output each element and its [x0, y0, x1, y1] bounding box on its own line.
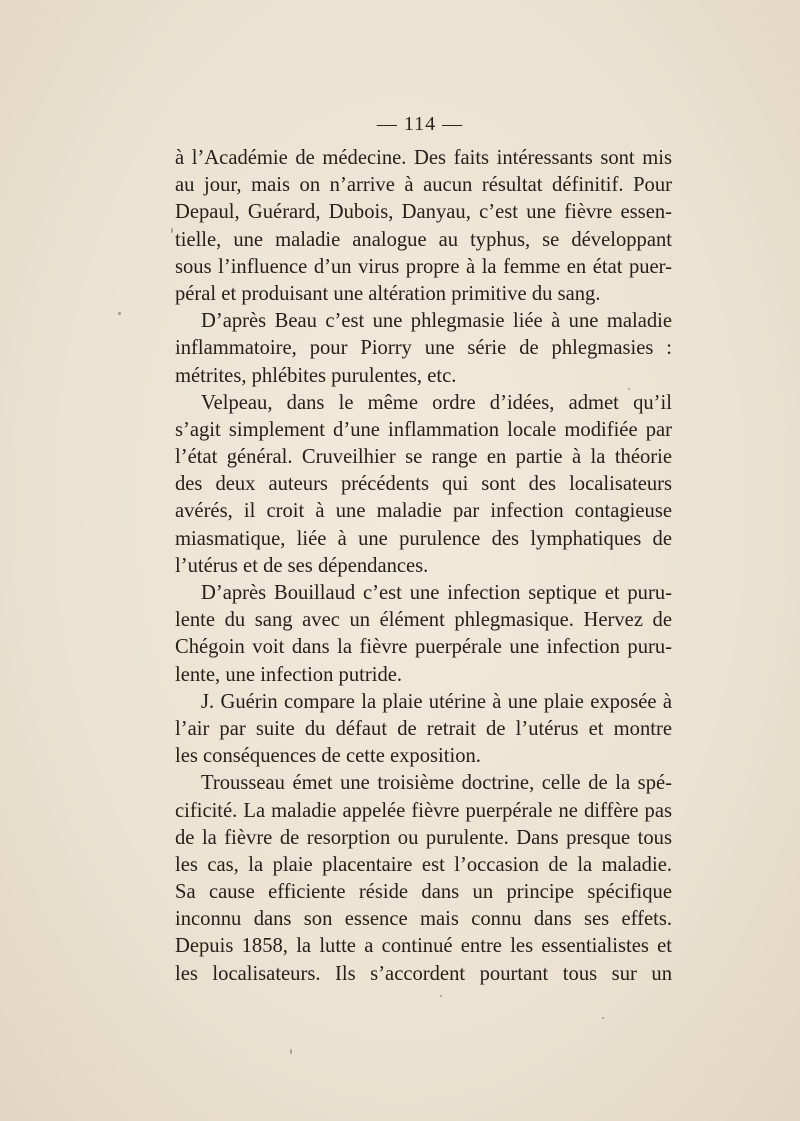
text-line: de la fièvre de resorption ou purulente. Dans presque tous — [175, 826, 672, 849]
text-line: les cas, la plaie placentaire est l’occasion de la maladie. — [175, 853, 672, 876]
text-line: miasmatique, liée à une purulence des lymphatiques de — [175, 527, 672, 550]
text-line: Depaul, Guérard, Dubois, Danyau, c’est une fièvre essen- — [175, 201, 672, 224]
text-line: les conséquences de cette exposition. — [175, 745, 481, 768]
text-line: Sa cause efficiente réside dans un principe spécifique — [175, 881, 672, 904]
text-line: au jour, mais on n’arrive à aucun résultat définitif. Pour — [175, 174, 672, 197]
text-line: des deux auteurs précédents qui sont des localisateurs — [175, 473, 672, 496]
text-line: péral et produisant une altération primitive du sang. — [175, 282, 601, 305]
text-line: inconnu dans son essence mais connu dans ses effets. — [175, 908, 672, 931]
paper-speck — [440, 995, 442, 997]
text-line: J. Guérin compare la plaie utérine à une plaie exposée à — [201, 690, 672, 713]
paper-speck — [290, 1049, 292, 1054]
text-line: sous l’influence d’un virus propre à la femme en état puer- — [175, 255, 672, 278]
text-line: Chégoin voit dans la fièvre puerpérale une infection puru- — [175, 636, 672, 659]
text-line: l’utérus et de ses dépendances. — [175, 554, 429, 577]
text-line: métrites, phlébites purulentes, etc. — [175, 364, 457, 387]
text-line: les localisateurs. Ils s’accordent pourtant tous sur un — [175, 962, 672, 985]
text-line: Trousseau émet une troisième doctrine, celle de la spé- — [201, 772, 672, 795]
text-line: avérés, il croit à une maladie par infection contagieuse — [175, 500, 672, 523]
text-line: s’agit simplement d’une inflammation locale modifiée par — [175, 418, 672, 441]
text-line: l’air par suite du défaut de retrait de l’utérus et montre — [175, 717, 672, 740]
text-line: à l’Académie de médecine. Des faits intéressants sont mis — [175, 147, 672, 169]
paper-speck — [171, 228, 173, 233]
text-line: cificité. La maladie appelée fièvre puerpérale ne diffère pas — [175, 799, 672, 822]
text-line: tielle, une maladie analogue au typhus, se développant — [175, 228, 672, 251]
paper-speck — [602, 1017, 604, 1019]
text-line: inflammatoire, pour Piorry une série de phlegmasies : — [175, 337, 672, 360]
text-line: l’état général. Cruveilhier se range en partie à la théorie — [175, 446, 672, 469]
text-line: D’après Bouillaud c’est une infection septique et puru- — [201, 582, 672, 604]
text-line: lente, une infection putride. — [175, 663, 403, 686]
paper-speck — [628, 388, 630, 390]
page-number: — 114 — — [376, 113, 464, 135]
paper-speck — [118, 312, 121, 315]
text-line: Velpeau, dans le même ordre d’idées, admet qu’il — [201, 391, 672, 414]
text-line: D’après Beau c’est une phlegmasie liée à une maladie — [201, 310, 672, 333]
text-line: Depuis 1858, la lutte a continué entre les essentialistes et — [175, 935, 672, 958]
body-text — [175, 145, 672, 988]
text-line: lente du sang avec un élément phlegmasique. Hervez de — [175, 609, 672, 632]
